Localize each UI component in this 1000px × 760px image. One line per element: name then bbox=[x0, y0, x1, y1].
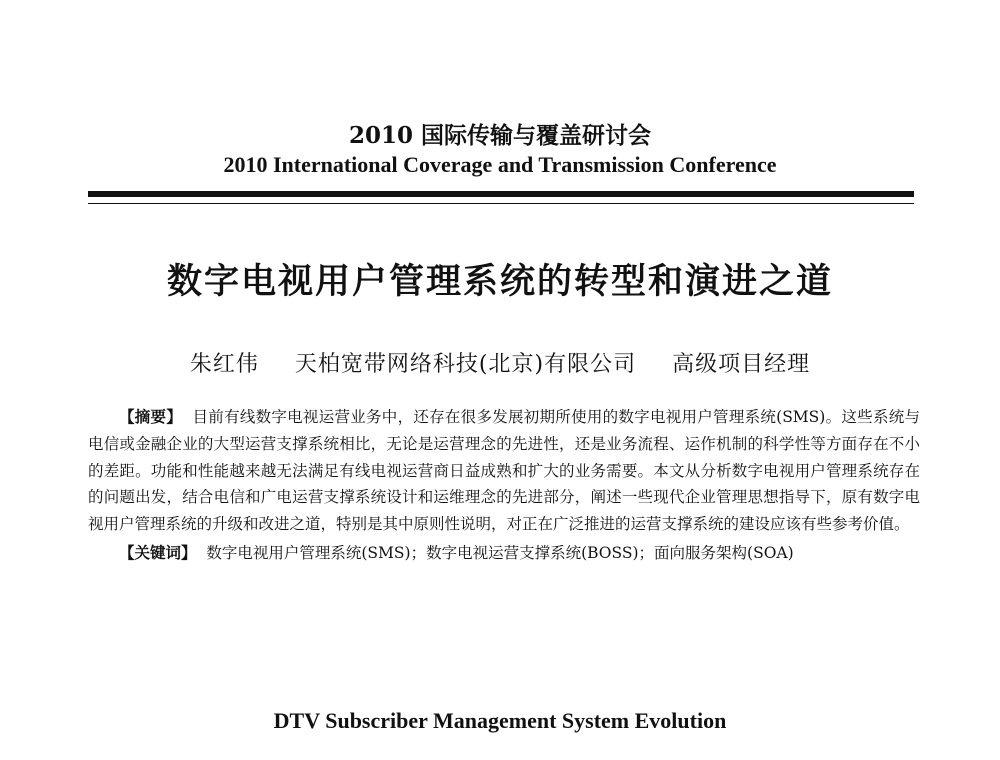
paper-title: 数字电视用户管理系统的转型和演进之道 bbox=[166, 262, 833, 302]
author-position: 高级项目经理 bbox=[672, 352, 811, 377]
header-rule-thin bbox=[88, 203, 914, 204]
abstract-paragraph bbox=[88, 404, 920, 538]
conference-title-cn: 2010 国际传输与覆盖研讨会 bbox=[348, 122, 652, 149]
author-affiliation: 天柏宽带网络科技(北京)有限公司 bbox=[294, 352, 637, 377]
author-name: 朱红伟 bbox=[189, 352, 259, 377]
abstract-label: 【摘要】 bbox=[119, 408, 183, 426]
abstract-block bbox=[88, 404, 920, 567]
keywords-label: 【关键词】 bbox=[119, 543, 197, 562]
header-rule-thick bbox=[88, 191, 914, 197]
abstract-text: 目前有线数字电视运营业务中，还存在很多发展初期所使用的数字电视用户管理系统(SMS)。这些系统与电信或金融企业的大型运营支撑系统相比，无论是运营理念的先进性，还是业务流程、运作机制的科学性等方面存在不小的差距。功能和性能越来越无法满足有线电视运营商日益成熟和扩大的业务需要。本文从分析数字电视用户管理系统存在的问题出发，结合电信和广电运营支撑系统设计和运维理念的先进部分，阐述一些现代企业管理思想指导下，原有数字电视用户管理系统的升级和改进之道，特别是其中原则性说明，对正在广泛推进的运营支撑系统的建设应该有些参考价值。 bbox=[88, 408, 920, 534]
english-title: DTV Subscriber Management System Evolution bbox=[273, 708, 727, 733]
keywords-paragraph bbox=[88, 540, 920, 567]
keywords-text: 数字电视用户管理系统(SMS)；数字电视运营支撑系统(BOSS)；面向服务架构(SOA) bbox=[206, 543, 794, 562]
author-byline bbox=[0, 347, 1000, 378]
conference-title-en: 2010 International Coverage and Transmission Conference bbox=[223, 152, 777, 177]
